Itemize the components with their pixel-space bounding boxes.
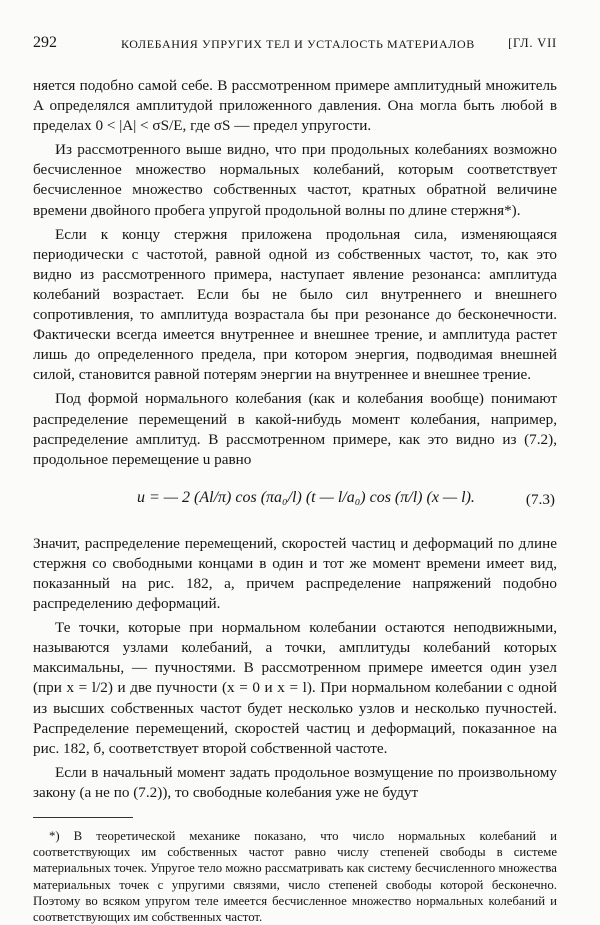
footnote-rule	[33, 817, 133, 818]
paragraph: Под формой нормального колебания (как и колебания вообще) понимают распределение перемещений в какой-нибудь момент колебания, например, распределение амплитуд. В рассмотренном примере, как это видно из (7.2), продольное перемещение u равно	[33, 390, 557, 468]
page-number: 292	[33, 34, 57, 51]
body-text	[33, 76, 557, 803]
paragraph: Если в начальный момент задать продольное возмущение по произвольному закону (а не по (7.2)), то свободные колебания уже не будут	[33, 763, 557, 801]
paragraph: Из рассмотренного выше видно, что при продольных колебаниях возможно бесчисленное множество нормальных колебаний, которым соответствует бесчисленное множество собственных частот, кратных обратной величине времени двойного пробега упругой продольной волны по длине стержня*).	[33, 141, 557, 219]
equation-7-3	[33, 476, 557, 528]
book-page	[33, 34, 557, 925]
paragraph: Если к концу стержня приложена продольная сила, изменяющаяся периодически с частотой, равной одной из собственных частот, то, как это видно из рассмотренного примера, наступает явление резонанса: амплитуда колебаний возрастает. Если бы не было сил внутреннего и внешнего сопротивления, то амплитуда возрастала бы при резонансе до бесконечности. Фактически всегда имеется внутреннее и внешнее трение, и амплитуда растет лишь до определенного предела, при котором энергия, подводимая внешней силой, становится равной потерям энергии на внутреннее и внешнее трение.	[33, 225, 557, 384]
equation-expression: u = — 2 (Al/π) cos (πa₀/l) (t — l/a₀) cos (π/l) (x — l).	[137, 488, 475, 506]
equation-number: (7.3)	[525, 490, 555, 508]
paragraph: Те точки, которые при нормальном колебании остаются неподвижными, называются узлами колебаний, а точки, амплитуды колебаний которых максимальны, — пучностями. В рассмотренном примере имеется один узел (при x = l/2) и две пучности (x = 0 и x = l). При нормальном колебании с одной из высших собственных частот будет несколько узлов и несколько пучностей. Распределение перемещений, скоростей частиц и деформаций, показанное на рис. 182, б, соответствует второй собственной частоте.	[33, 619, 557, 757]
paragraph: няется подобно самой себе. В рассмотренном примере амплитудный множитель A определялся амплитудой приложенного давления. Она могла быть любой в пределах 0 < |A| < σS/E, где σS — предел упругости.	[33, 77, 557, 135]
chapter-label: [ГЛ. VII	[508, 36, 557, 50]
running-header	[33, 34, 557, 60]
paragraph: Значит, распределение перемещений, скоростей частиц и деформаций по длине стержня со свободными концами в один и тот же момент времени имеет вид, показанный на рис. 182, а, причем распределение напряжений подобно распределению деформаций.	[33, 534, 557, 613]
footnote-text: *) В теоретической механике показано, что число нормальных колебаний и соответствующих им собственных частот равно числу степеней свободы в системе материальных точек. Упругое тело можно рассматривать как систему бесчисленного множества материальных точек с упругими связями, число степеней свободы которой бесконечно. Поэтому во всяком упругом теле имеется бесчисленное множество нормальных колебаний и соответствующих им собственных частот.	[33, 829, 557, 925]
running-title: КОЛЕБАНИЯ УПРУГИХ ТЕЛ И УСТАЛОСТЬ МАТЕРИАЛОВ	[121, 37, 475, 51]
footnote	[33, 828, 557, 925]
